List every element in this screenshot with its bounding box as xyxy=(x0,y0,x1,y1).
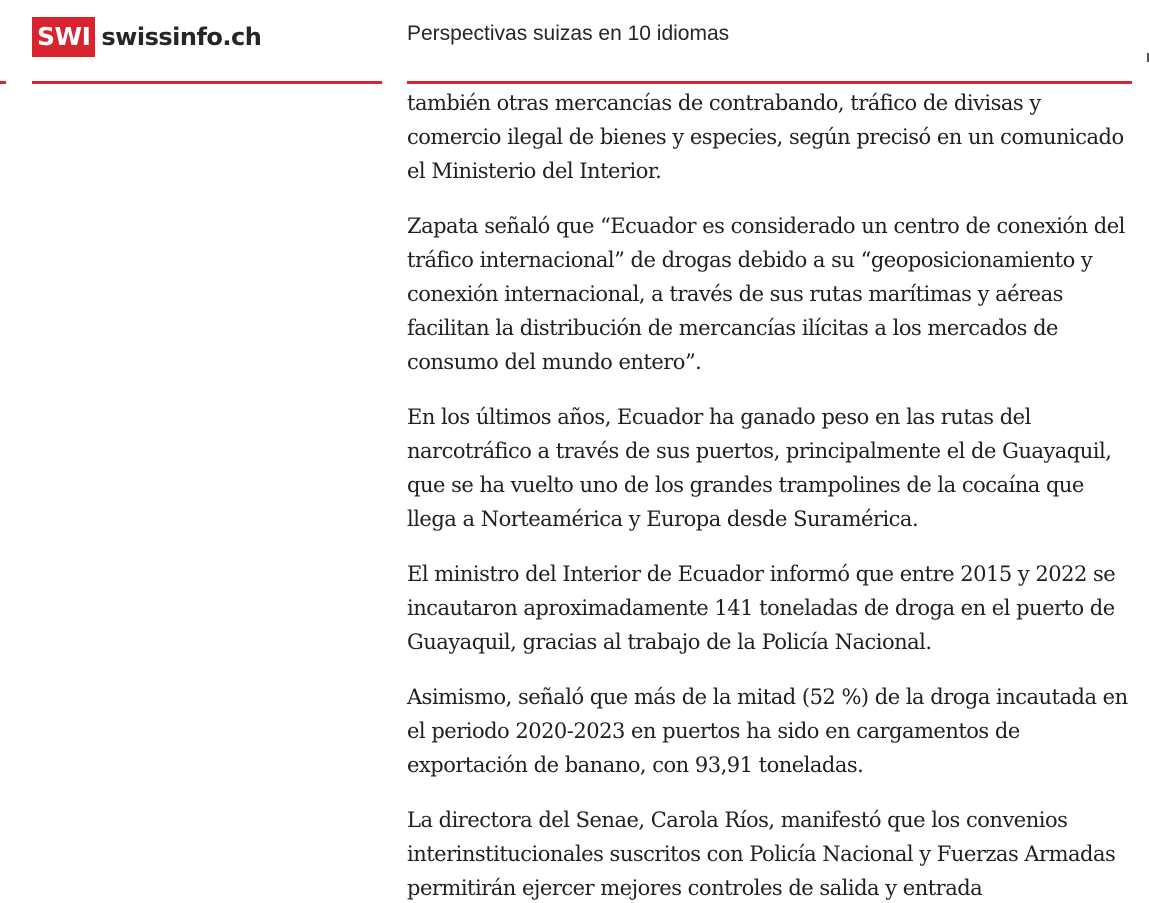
article-body xyxy=(407,86,1137,903)
article-paragraph: Zapata señaló que “Ecuador es considerado un centro de conexión del tráfico internacional” de drogas debido a su “geoposicionamiento y conexión internacional, a través de sus rutas marítimas y aéreas facilitan la distribución de mercancías ilícitas a los mercados de consumo del mundo entero”. xyxy=(407,214,1125,374)
site-tagline: Perspectivas suizas en 10 idiomas xyxy=(407,22,730,45)
article-paragraph: también otras mercancías de contrabando, tráfico de divisas y comercio ilegal de bienes y especies, según precisó en un comunicado el Ministerio del Interior. xyxy=(407,91,1124,183)
swissinfo-logo[interactable] xyxy=(32,17,261,57)
article-paragraph: Asimismo, señaló que más de la mitad (52 %) de la droga incautada en el periodo 2020-2023 en puertos ha sido en cargamentos de exportación de banano, con 93,91 toneladas. xyxy=(407,685,1128,777)
article-paragraph: En los últimos años, Ecuador ha ganado peso en las rutas del narcotráfico a través de sus puertos, principalmente el de Guayaquil, que se ha vuelto uno de los grandes trampolines de la cocaína que llega a Norteamérica y Europa desde Suramérica. xyxy=(407,405,1112,531)
header-divider-stub xyxy=(0,81,6,84)
header-divider-right xyxy=(407,81,1132,84)
logo-wordmark: swissinfo.ch xyxy=(101,23,262,51)
swi-logo-mark: SWI xyxy=(32,17,95,57)
site-header xyxy=(0,0,1149,84)
article-paragraph: El ministro del Interior de Ecuador informó que entre 2015 y 2022 se incautaron aproximadamente 141 toneladas de droga en el puerto de Guayaquil, gracias al trabajo de la Policía Nacional. xyxy=(407,562,1116,654)
article-paragraph: La directora del Senae, Carola Ríos, manifestó que los convenios interinstitucionales suscritos con Policía Nacional y Fuerzas Armadas permitirán ejercer mejores controles de salida y entrada xyxy=(407,808,1116,900)
header-divider-left xyxy=(32,81,382,84)
